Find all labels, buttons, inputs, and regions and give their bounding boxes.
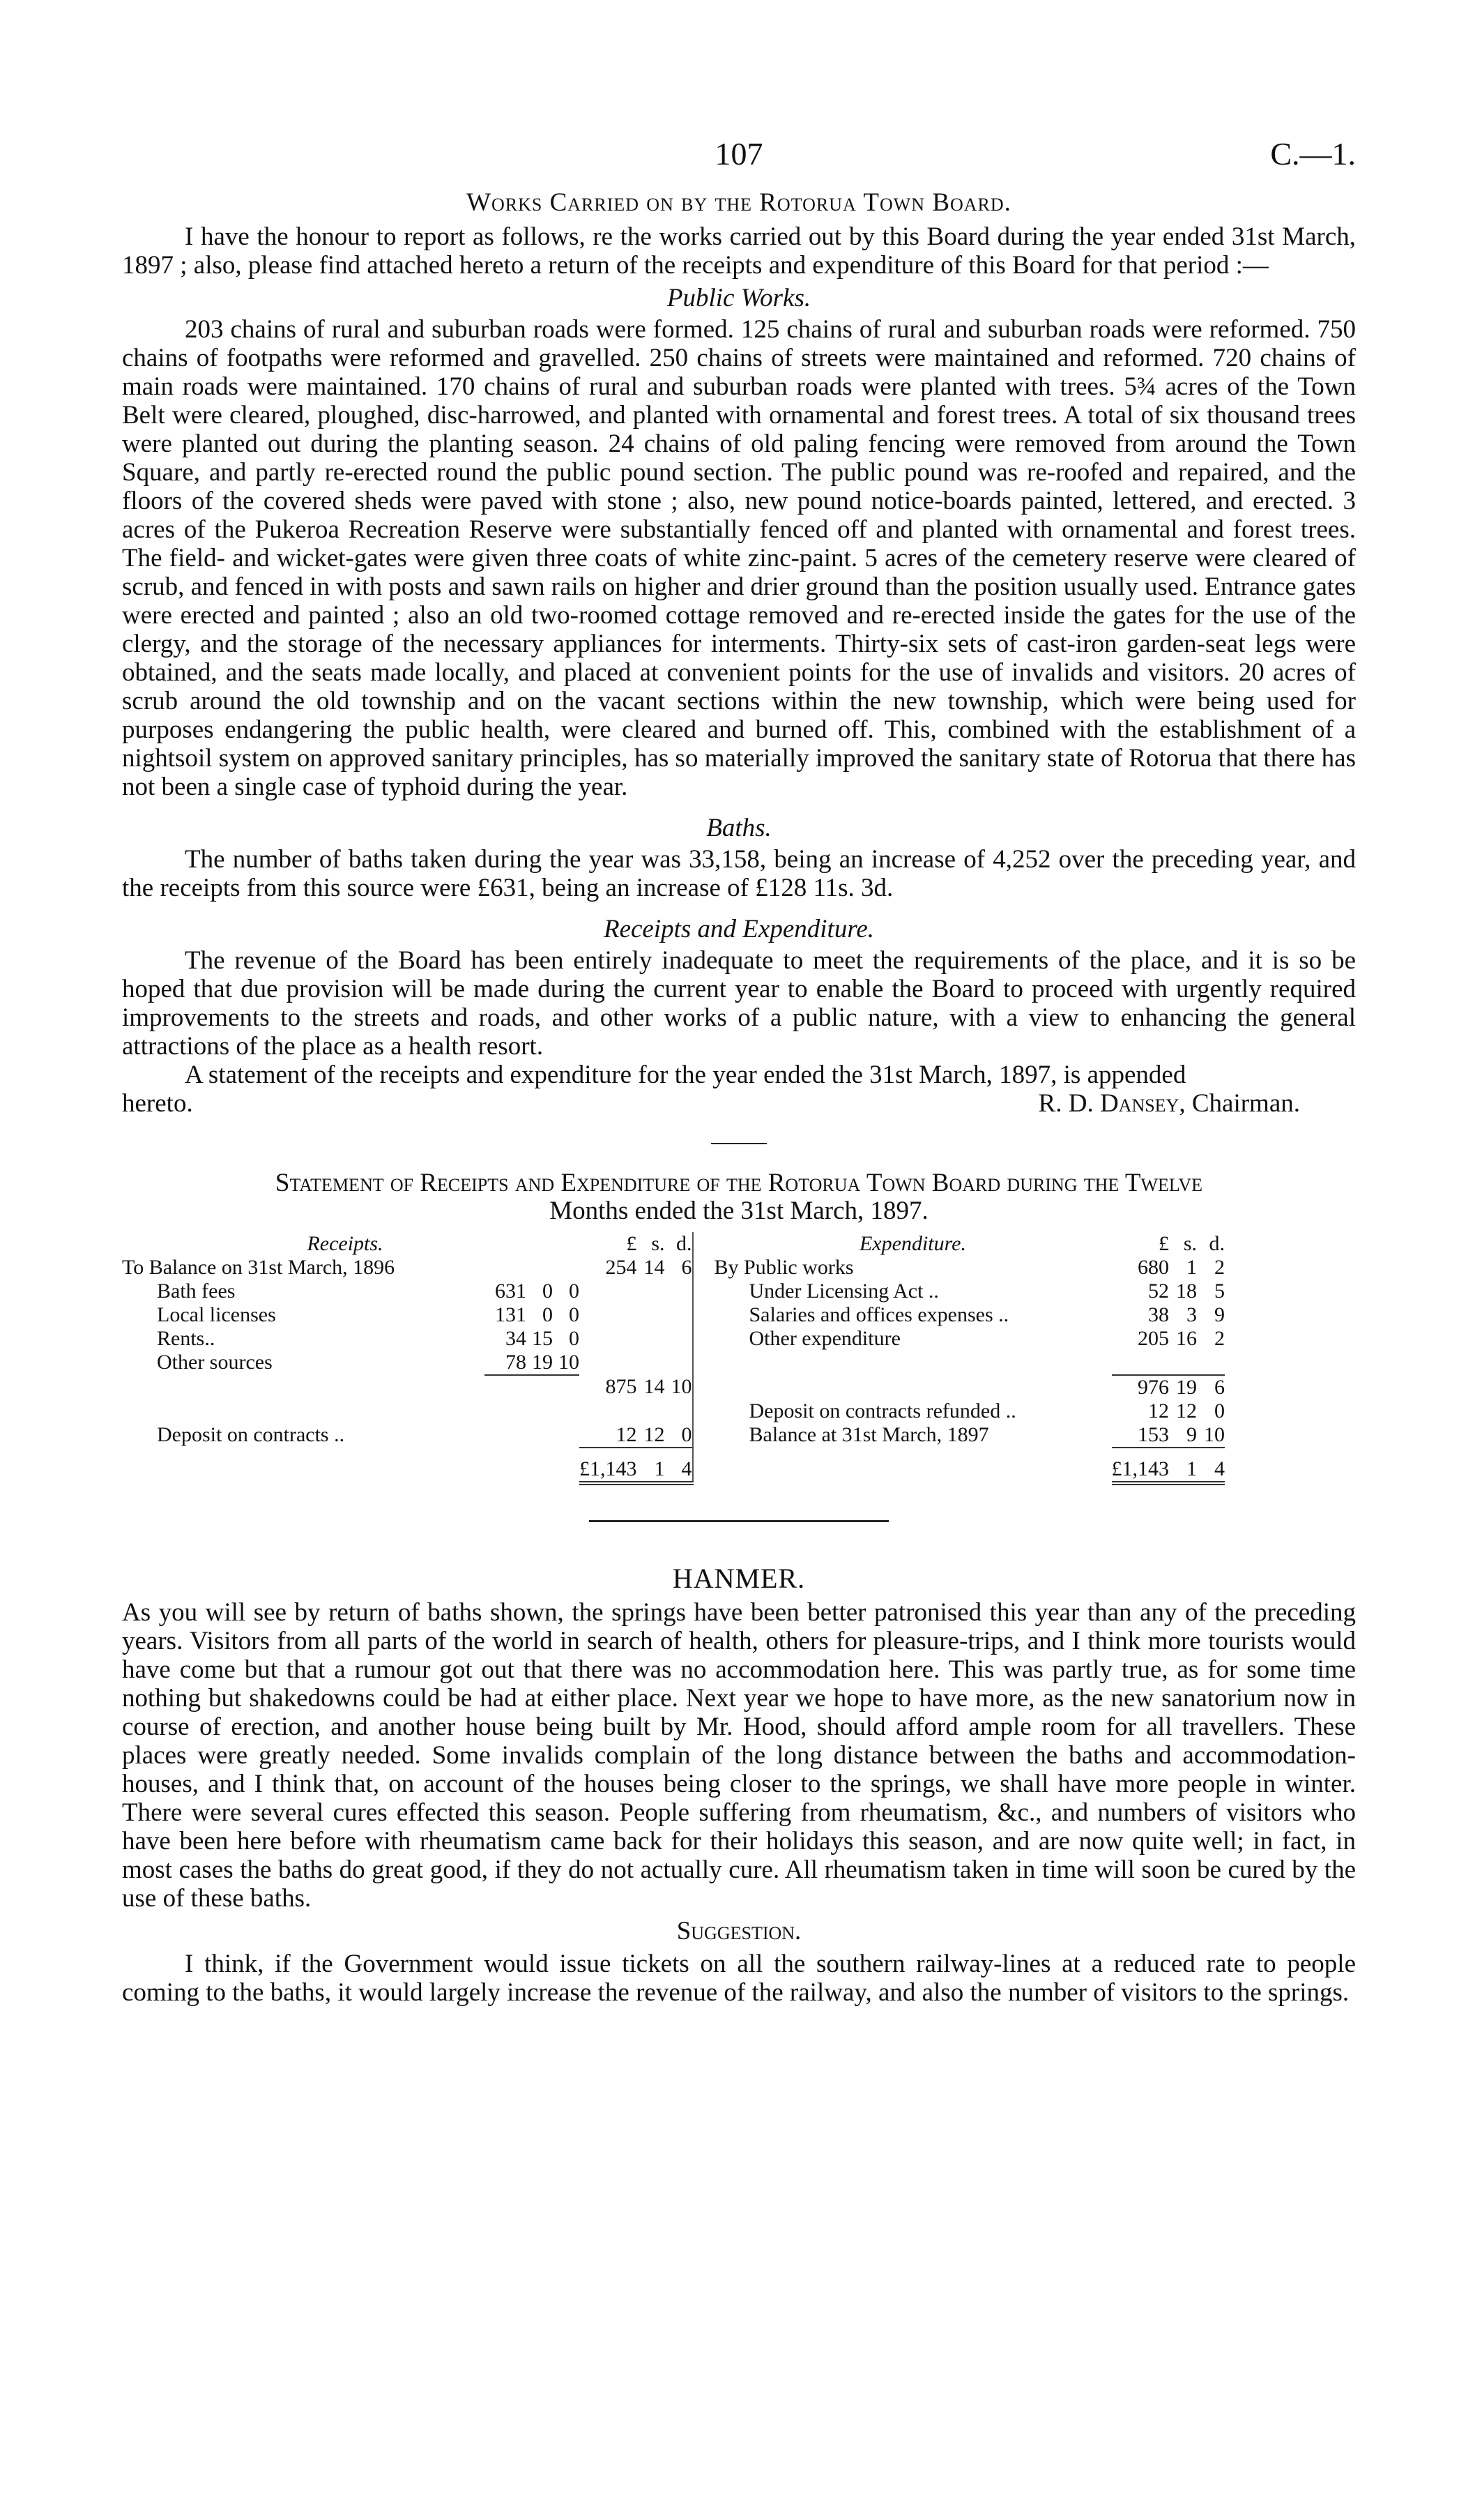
amount-pence: 5: [1214, 1280, 1225, 1303]
amount-pence: 0: [569, 1280, 579, 1303]
amount-shillings: 18: [1176, 1280, 1197, 1303]
col-pounds: £: [1159, 1232, 1169, 1255]
amount-pounds: 631: [495, 1280, 526, 1303]
row-label: Deposit on contracts ..: [157, 1423, 345, 1446]
amount-pence: 10: [1204, 1423, 1225, 1446]
signature: [1039, 1089, 1356, 1118]
row-label: To Balance on 31st March, 1896: [122, 1256, 395, 1279]
row-label: Bath fees: [157, 1280, 236, 1303]
row-label: Under Licensing Act ..: [749, 1280, 939, 1303]
row-label: Other expenditure: [749, 1327, 901, 1350]
subtotal-shillings: 19: [1169, 1375, 1197, 1399]
total-pence: 4: [1197, 1457, 1225, 1483]
subtotal-pounds: 875: [605, 1375, 637, 1398]
amount-pounds: 34: [505, 1327, 526, 1350]
amount-shillings: 3: [1186, 1303, 1197, 1326]
amount-shillings: 15: [532, 1327, 553, 1350]
total-shillings: 1: [637, 1457, 665, 1483]
page-header: [122, 136, 1356, 188]
subtotal-row: [122, 1375, 1225, 1399]
col-shillings: s.: [651, 1232, 665, 1255]
page: [122, 136, 1356, 2007]
suggestion-heading: Suggestion.: [676, 1917, 802, 1945]
table-row: [122, 1303, 1225, 1327]
amount-pounds: 680: [1138, 1256, 1169, 1279]
public-works-text: 203 chains of rural and suburban roads were formed. 125 chains of rural and suburban roads were reformed. 750 chains of footpaths were reformed and gravelled. 250 chains of streets were maintained and reformed. 720 chains of main roads were maintained. 170 chains of rural and suburban roads were planted with trees. 5¾ acres of the Town Belt were cleared, ploughed, disc-harrowed, and planted with ornamental and forest trees. A total of six thousand trees were planted out during the planting season. 24 chains of old paling fencing were removed from around the Town Square, and partly re-erected round the public pound section. The public pound was re-roofed and repaired, and the floors of the covered sheds were paved with stone ; also, new pound notice-boards painted, lettered, and erected. 3 acres of the Pukeroa Recreation Reserve were substantially fenced off and planted with ornamental and forest trees. The field- and wicket-gates were given three coats of white zinc-paint. 5 acres of the cemetery reserve were cleared of scrub, and fenced in with posts and sawn rails on higher and drier ground than the position usually used. Entrance gates were erected and painted ; also an old two-roomed cottage removed and re-erected inside the gates for the use of the clergy, and the storage of the necessary appliances for interments. Thirty-six sets of cast-iron garden-seat legs were obtained, and the seats made locally, and placed at convenient points for the use of invalids and visitors. 20 acres of scrub around the old township and on the vacant sections within the new township, which were being used for purposes endangering the public health, were cleared and burned off. This, combined with the establishment of a nightsoil system on approved sanitary principles, has so materially improved the sanitary state of Rotorua that there has not been a single case of typhoid during the year.: [122, 315, 1356, 801]
statement-title-line2: Months ended the 31st March, 1897.: [549, 1197, 929, 1225]
row-label: Rents..: [157, 1327, 215, 1350]
receipts-text: The revenue of the Board has been entirely inadequate to meet the requirements of the place, and it is so be hoped that due provision will be made during the current year to enable the Board to proceed with urgently required improvements to the streets and roads, and other works of a public nature, with a view to enhancing the general attractions of the place as a health resort.: [122, 946, 1356, 1061]
statement-header-row: [122, 1232, 1225, 1256]
amount-pence: 0: [681, 1423, 692, 1446]
baths-text: The number of baths taken during the year was 33,158, being an increase of 4,252 over the preceding year, and the receipts from this source were £631, being an increase of £128 11s. 3d.: [122, 845, 1356, 902]
suggestion-text: I think, if the Government would issue tickets on all the southern railway-lines at a reduced rate to people coming to the baths, it would largely increase the revenue of the railway, and also the number of visitors to the springs.: [122, 1950, 1356, 2007]
table-row: [122, 1256, 1225, 1280]
amount-pence: 2: [1214, 1256, 1225, 1279]
financial-statement-table: [122, 1232, 1225, 1485]
amount-pounds: 52: [1148, 1280, 1169, 1303]
subtotal-pence: 6: [1197, 1375, 1225, 1399]
row-label: Salaries and offices expenses ..: [749, 1303, 1009, 1326]
amount-shillings: 0: [542, 1280, 553, 1303]
amount-shillings: 9: [1186, 1423, 1197, 1446]
row-label: Local licenses: [157, 1303, 276, 1326]
amount-pounds: 78: [505, 1351, 526, 1374]
amount-shillings: 14: [643, 1256, 665, 1279]
statement-title-line1: Statement of Receipts and Expenditure of the Rotorua Town Board during the Twelve: [275, 1169, 1203, 1197]
amount-pounds: 153: [1138, 1423, 1169, 1446]
baths-heading: Baths.: [706, 814, 772, 842]
document-reference: C.—1.: [1270, 136, 1356, 172]
divider-short: [711, 1143, 767, 1144]
amount-pence: 0: [1214, 1399, 1225, 1422]
rotorua-title: Works Carried on by the Rotorua Town Board.: [466, 188, 1011, 217]
page-number: 107: [715, 136, 763, 172]
amount-pence: 0: [569, 1303, 579, 1326]
signature-name: R. D. Dansey,: [1038, 1089, 1186, 1118]
row-label: By Public works: [714, 1256, 854, 1279]
col-pounds: £: [626, 1232, 637, 1255]
hanmer-text: As you will see by return of baths shown, the springs have been better patronised this year than any of the preceding years. Visitors from all parts of the world in search of health, others for pleasure-trips, and I think more tourists would have come but that a rumour got out that there was no accommodation here. This was partly true, as for some time nothing but shakedowns could be had at either place. Next year we hope to have more, as the new sanatorium now in course of erection, and another house being built by Mr. Hood, should afford ample room for all travellers. These places were greatly needed. Some invalids complain of the long distance between the baths and accommodation-houses, and I think that, on account of the houses being closer to the springs, we shall have more people in winter. There were several cures effected this season. People suffering from rheumatism, &c., and numbers of visitors who have been here before with rheumatism came back for their holidays this season, and are now quite well; in fact, in most cases the baths do great good, if they do not actually cure. All rheumatism taken in time will soon be cured by the use of these baths.: [122, 1598, 1356, 1913]
receipts-label: Receipts.: [307, 1232, 383, 1255]
table-row: [122, 1423, 1225, 1448]
amount-pence: 2: [1214, 1327, 1225, 1350]
signature-line: [122, 1089, 1356, 1118]
row-label: Other sources: [157, 1351, 273, 1374]
table-row: [122, 1327, 1225, 1351]
amount-shillings: 19: [532, 1351, 553, 1374]
table-row: [122, 1399, 1225, 1423]
amount-shillings: 0: [542, 1303, 553, 1326]
row-label: Deposit on contracts refunded ..: [749, 1399, 1016, 1422]
total-pounds: £1,143: [1112, 1457, 1170, 1483]
amount-pounds: 254: [605, 1256, 637, 1279]
total-row: [122, 1448, 1225, 1457]
total-shillings: 1: [1169, 1457, 1197, 1483]
amount-shillings: 16: [1176, 1327, 1197, 1350]
amount-pence: 9: [1214, 1303, 1225, 1326]
amount-shillings: 12: [1176, 1399, 1197, 1422]
col-shillings: s.: [1183, 1232, 1197, 1255]
rotorua-intro: I have the honour to report as follows, re the works carried out by this Board during the year ended 31st March, 1897 ; also, please find attached hereto a return of the receipts and expenditure of this Board for that period :—: [122, 222, 1356, 280]
total-pence: 4: [665, 1457, 693, 1483]
table-row: [122, 1280, 1225, 1303]
receipts-heading: Receipts and Expenditure.: [603, 915, 875, 943]
signature-role: Chairman.: [1191, 1089, 1300, 1118]
hereto-text: hereto.: [122, 1089, 193, 1118]
expenditure-label: Expenditure.: [859, 1232, 966, 1255]
subtotal-pence: 10: [671, 1375, 692, 1398]
divider-long: [589, 1520, 889, 1522]
subtotal-pounds: 976: [1112, 1375, 1170, 1399]
statement-text: A statement of the receipts and expenditure for the year ended the 31st March, 1897, is appended: [185, 1061, 1186, 1089]
public-works-heading: Public Works.: [666, 284, 811, 312]
amount-pounds: 38: [1148, 1303, 1169, 1326]
col-pence: d.: [1209, 1232, 1225, 1255]
hanmer-title: HANMER.: [672, 1563, 806, 1594]
amount-pence: 10: [558, 1351, 579, 1374]
amount-pounds: 205: [1138, 1327, 1169, 1350]
amount-pence: 6: [681, 1256, 692, 1279]
statement-title: [122, 1169, 1356, 1225]
amount-pence: 0: [569, 1327, 579, 1350]
amount-pounds: 12: [1148, 1399, 1169, 1422]
row-label: Balance at 31st March, 1897: [749, 1423, 989, 1446]
amount-shillings: 1: [1186, 1256, 1197, 1279]
amount-shillings: 12: [643, 1423, 665, 1446]
subtotal-shillings: 14: [643, 1375, 665, 1398]
total-row: [122, 1457, 1225, 1483]
table-row: [122, 1351, 1225, 1375]
col-pence: d.: [676, 1232, 692, 1255]
amount-pounds: 131: [495, 1303, 526, 1326]
amount-pounds: 12: [616, 1423, 637, 1446]
total-pounds: £1,143: [579, 1457, 637, 1483]
